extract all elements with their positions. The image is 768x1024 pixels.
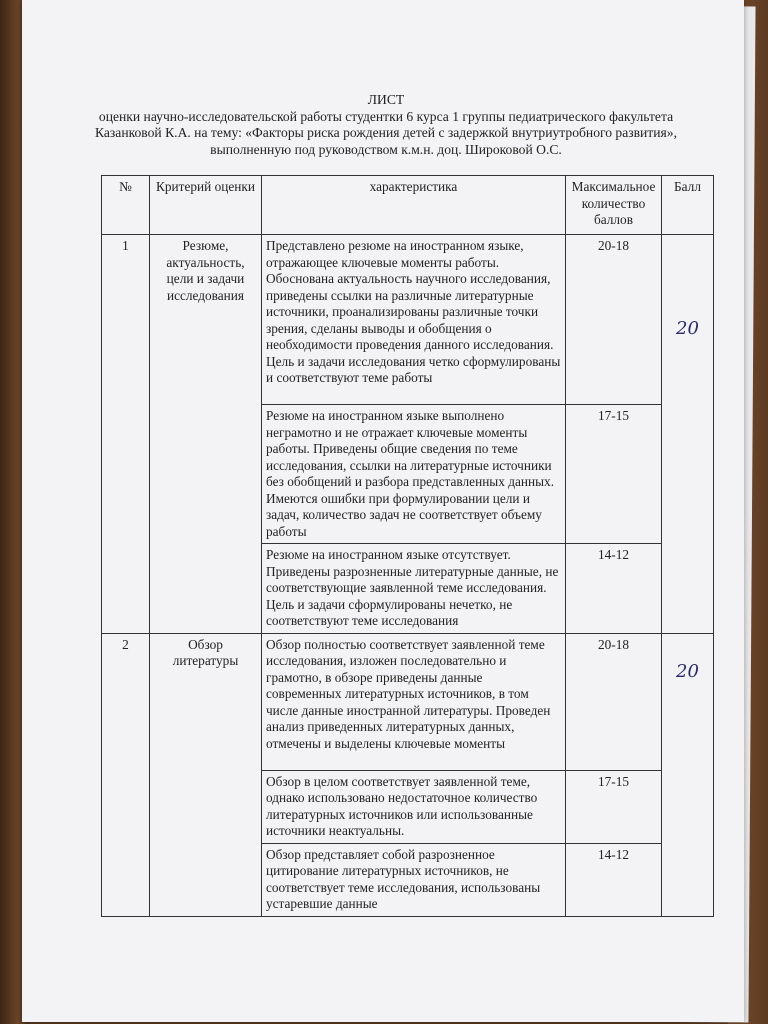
section-2-row-1-description: Обзор полностью соответствует заявленной теме исследования, изложен последовательно и грамотно, в обзоре приведены данные современных литературных источников, в том числе данные иностранной литературы. Проведен анализ приведенных литературных данных, отмечены и выделены ключевые моменты <box>262 633 566 770</box>
table-row <box>102 633 714 770</box>
section-2-score: 20 <box>676 660 699 682</box>
section-1-num: 1 <box>102 235 150 634</box>
section-1-row-2-range: 17-15 <box>566 405 662 544</box>
section-2-row-1-range: 20-18 <box>566 633 662 770</box>
table-header-row <box>102 176 714 235</box>
table-row <box>102 235 714 405</box>
document-subtitle: оценки научно-исследовательской работы студентки 6 курса 1 группы педиатрического факультета Казанковой К.А. на тему: «Факторы риска рождения детей с задержкой внутриутробного развития», выполненную под руководством к.м.н. доц. Широковой О.С. <box>95 108 677 157</box>
header-criterion: Критерий оценки <box>150 176 262 235</box>
section-1-row-1-range: 20-18 <box>566 235 662 405</box>
section-1-score: 20 <box>676 318 699 339</box>
section-1-criterion: Резюме, актуальность, цели и задачи исследования <box>150 235 262 634</box>
header-description: характеристика <box>262 176 566 235</box>
evaluation-table <box>101 175 714 917</box>
section-1-row-1-description: Представлено резюме на иностранном языке, отражающее ключевые моменты работы. Обоснована актуальность научного исследования, приведены ссылки на различные литературные источники, проанализированы различные точки зрения, сделаны выводы и обобщения о необходимости проведения данного исследования. Цель и задачи исследования четко сформулированы и соответствуют теме работы <box>262 235 566 405</box>
section-2-score-cell <box>662 633 714 916</box>
section-2-criterion: Обзор литературы <box>150 633 262 916</box>
section-2-row-2-description: Обзор в целом соответствует заявленной теме, однако использовано недостаточное количество литературных источников или использованные источники неактуальны. <box>262 770 566 843</box>
header-score: Балл <box>662 176 714 235</box>
section-1-row-3-description: Резюме на иностранном языке отсутствует. Приведены разрозненные литературные данные, не соответствующие заявленной теме исследования. Цель и задачи сформулированы нечетко, не соответствуют теме исследования <box>262 544 566 634</box>
header-num: № <box>102 176 150 235</box>
document-title: ЛИСТ <box>367 92 405 107</box>
section-2-row-2-range: 17-15 <box>566 770 662 843</box>
section-1-score-cell <box>662 235 714 634</box>
section-1-row-3-range: 14-12 <box>566 544 662 634</box>
section-2-row-3-description: Обзор представляет собой разрозненное цитирование литературных источников, не соответствует теме исследования, использованы устаревшие данные <box>262 843 566 916</box>
section-2-num: 2 <box>102 633 150 916</box>
section-2-row-3-range: 14-12 <box>566 843 662 916</box>
section-1-row-2-description: Резюме на иностранном языке выполнено неграмотно и не отражает ключевые моменты работы. Приведены общие сведения по теме исследования, ссылки на литературные источники без обобщений и разбора представленных данных. Имеются ошибки при формулировании цели и задач, количество задач не соответствует объему работы <box>262 405 566 544</box>
document-header <box>80 92 692 158</box>
header-max-score: Максимальное количество баллов <box>566 176 662 235</box>
